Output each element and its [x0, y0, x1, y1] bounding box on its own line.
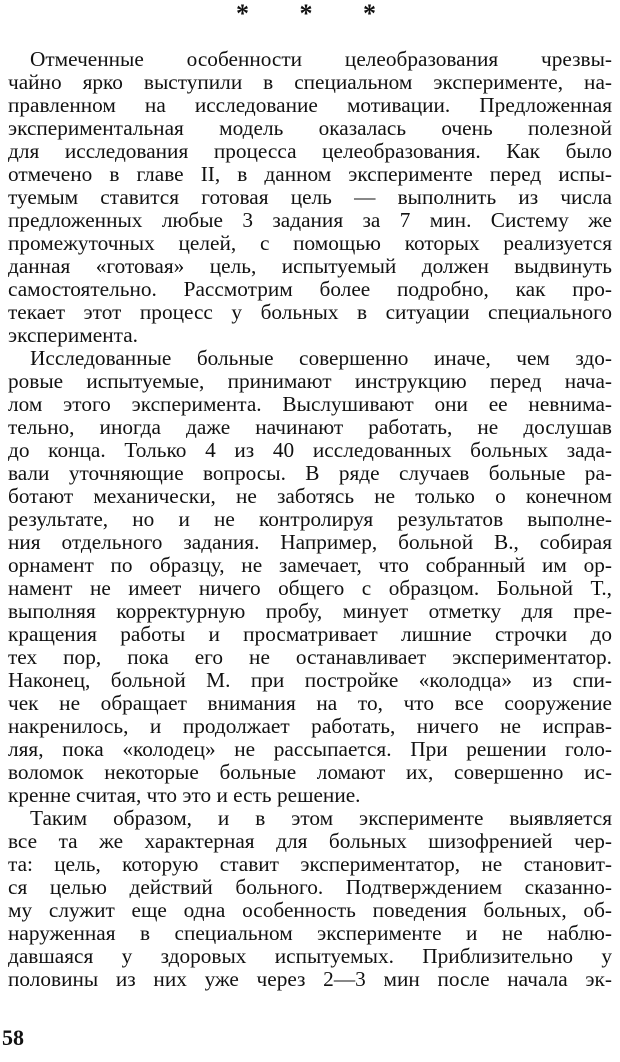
text-line: ровые испытуемые, принимают инструкцию перед нача-	[8, 370, 612, 393]
text-line: все та же характерная для больных шизофренией чер-	[8, 830, 612, 853]
text-line: воломок некоторые больные ломают их, совершенно ис-	[8, 761, 612, 784]
text-line: Исследованные больные совершенно иначе, чем здо-	[30, 347, 612, 370]
text-line: самостоятельно. Рассмотрим более подробно, как про-	[8, 278, 612, 301]
page-number: 58	[2, 1025, 24, 1050]
text-line: Наконец, больной М. при постройке «колодца» из спи-	[8, 669, 612, 692]
text-line: экспериментальная модель оказалась очень полезной	[8, 117, 612, 140]
text-line: результате, но и не контролируя результатов выполне-	[8, 508, 612, 531]
text-line: Таким образом, и в этом эксперименте выявляется	[30, 807, 612, 830]
body-text	[8, 48, 612, 991]
text-line: чек не обращает внимания на то, что все сооружение	[8, 692, 612, 715]
text-line: чайно ярко выступили в специальном эксперименте, на-	[8, 71, 612, 94]
text-line: отмечено в главе II, в данном эксперименте перед испы-	[8, 163, 612, 186]
text-line: половины из них уже через 2—3 мин после начала эк-	[8, 968, 612, 991]
text-line: текает этот процесс у больных в ситуации специального	[8, 301, 612, 324]
text-line: та: цель, которую ставит экспериментатор, не становит-	[8, 853, 612, 876]
text-line: правленном на исследование мотивации. Предложенная	[8, 94, 612, 117]
text-line: ния отдельного задания. Например, больной В., собирая	[8, 531, 612, 554]
text-line: тех пор, пока его не останавливает экспериментатор.	[8, 646, 612, 669]
text-line: кращения работы и просматривает лишние строчки до	[8, 623, 612, 646]
paragraph	[8, 347, 612, 807]
text-line: данная «готовая» цель, испытуемый должен выдвинуть	[8, 255, 612, 278]
text-line: эксперимента.	[8, 324, 138, 347]
text-line: туемым ставится готовая цель — выполнить из числа	[8, 186, 612, 209]
text-line: ляя, пока «колодец» не рассыпается. При решении голо-	[8, 738, 612, 761]
paragraph	[8, 48, 612, 347]
text-line: ботают механически, не заботясь не только о конечном	[8, 485, 612, 508]
text-line: орнамент по образцу, не замечает, что собранный им ор-	[8, 554, 612, 577]
text-line: тельно, иногда даже начинают работать, не дослушав	[8, 416, 612, 439]
text-line: Отмеченные особенности целеобразования чрезвы-	[30, 48, 612, 71]
text-line: промежуточных целей, с помощью которых реализуется	[8, 232, 612, 255]
text-line: ся целью действий больного. Подтверждением сказанно-	[8, 876, 612, 899]
text-line: для исследования процесса целеобразования. Как было	[8, 140, 612, 163]
text-line: кренне считая, что это и есть решение.	[8, 784, 361, 807]
text-line: лом этого эксперимента. Выслушивают они ее невнима-	[8, 393, 612, 416]
text-line: до конца. Только 4 из 40 исследованных больных зада-	[8, 439, 612, 462]
text-line: му служит еще одна особенность поведения больных, об-	[8, 899, 612, 922]
text-line: накренилось, и продолжает работать, ничего не исправ-	[8, 715, 612, 738]
text-line: давшаяся у здоровых испытуемых. Приблизительно у	[8, 945, 612, 968]
section-separator: * * *	[236, 0, 398, 28]
text-line: намент не имеет ничего общего с образцом. Больной Т.,	[8, 577, 612, 600]
paragraph	[8, 807, 612, 991]
text-line: выполняя корректурную пробу, минует отметку для пре-	[8, 600, 612, 623]
text-line: наруженная в специальном эксперименте и не наблю-	[8, 922, 612, 945]
text-line: вали уточняющие вопросы. В ряде случаев больные ра-	[8, 462, 612, 485]
text-line: предложенных любые 3 задания за 7 мин. Систему же	[8, 209, 612, 232]
